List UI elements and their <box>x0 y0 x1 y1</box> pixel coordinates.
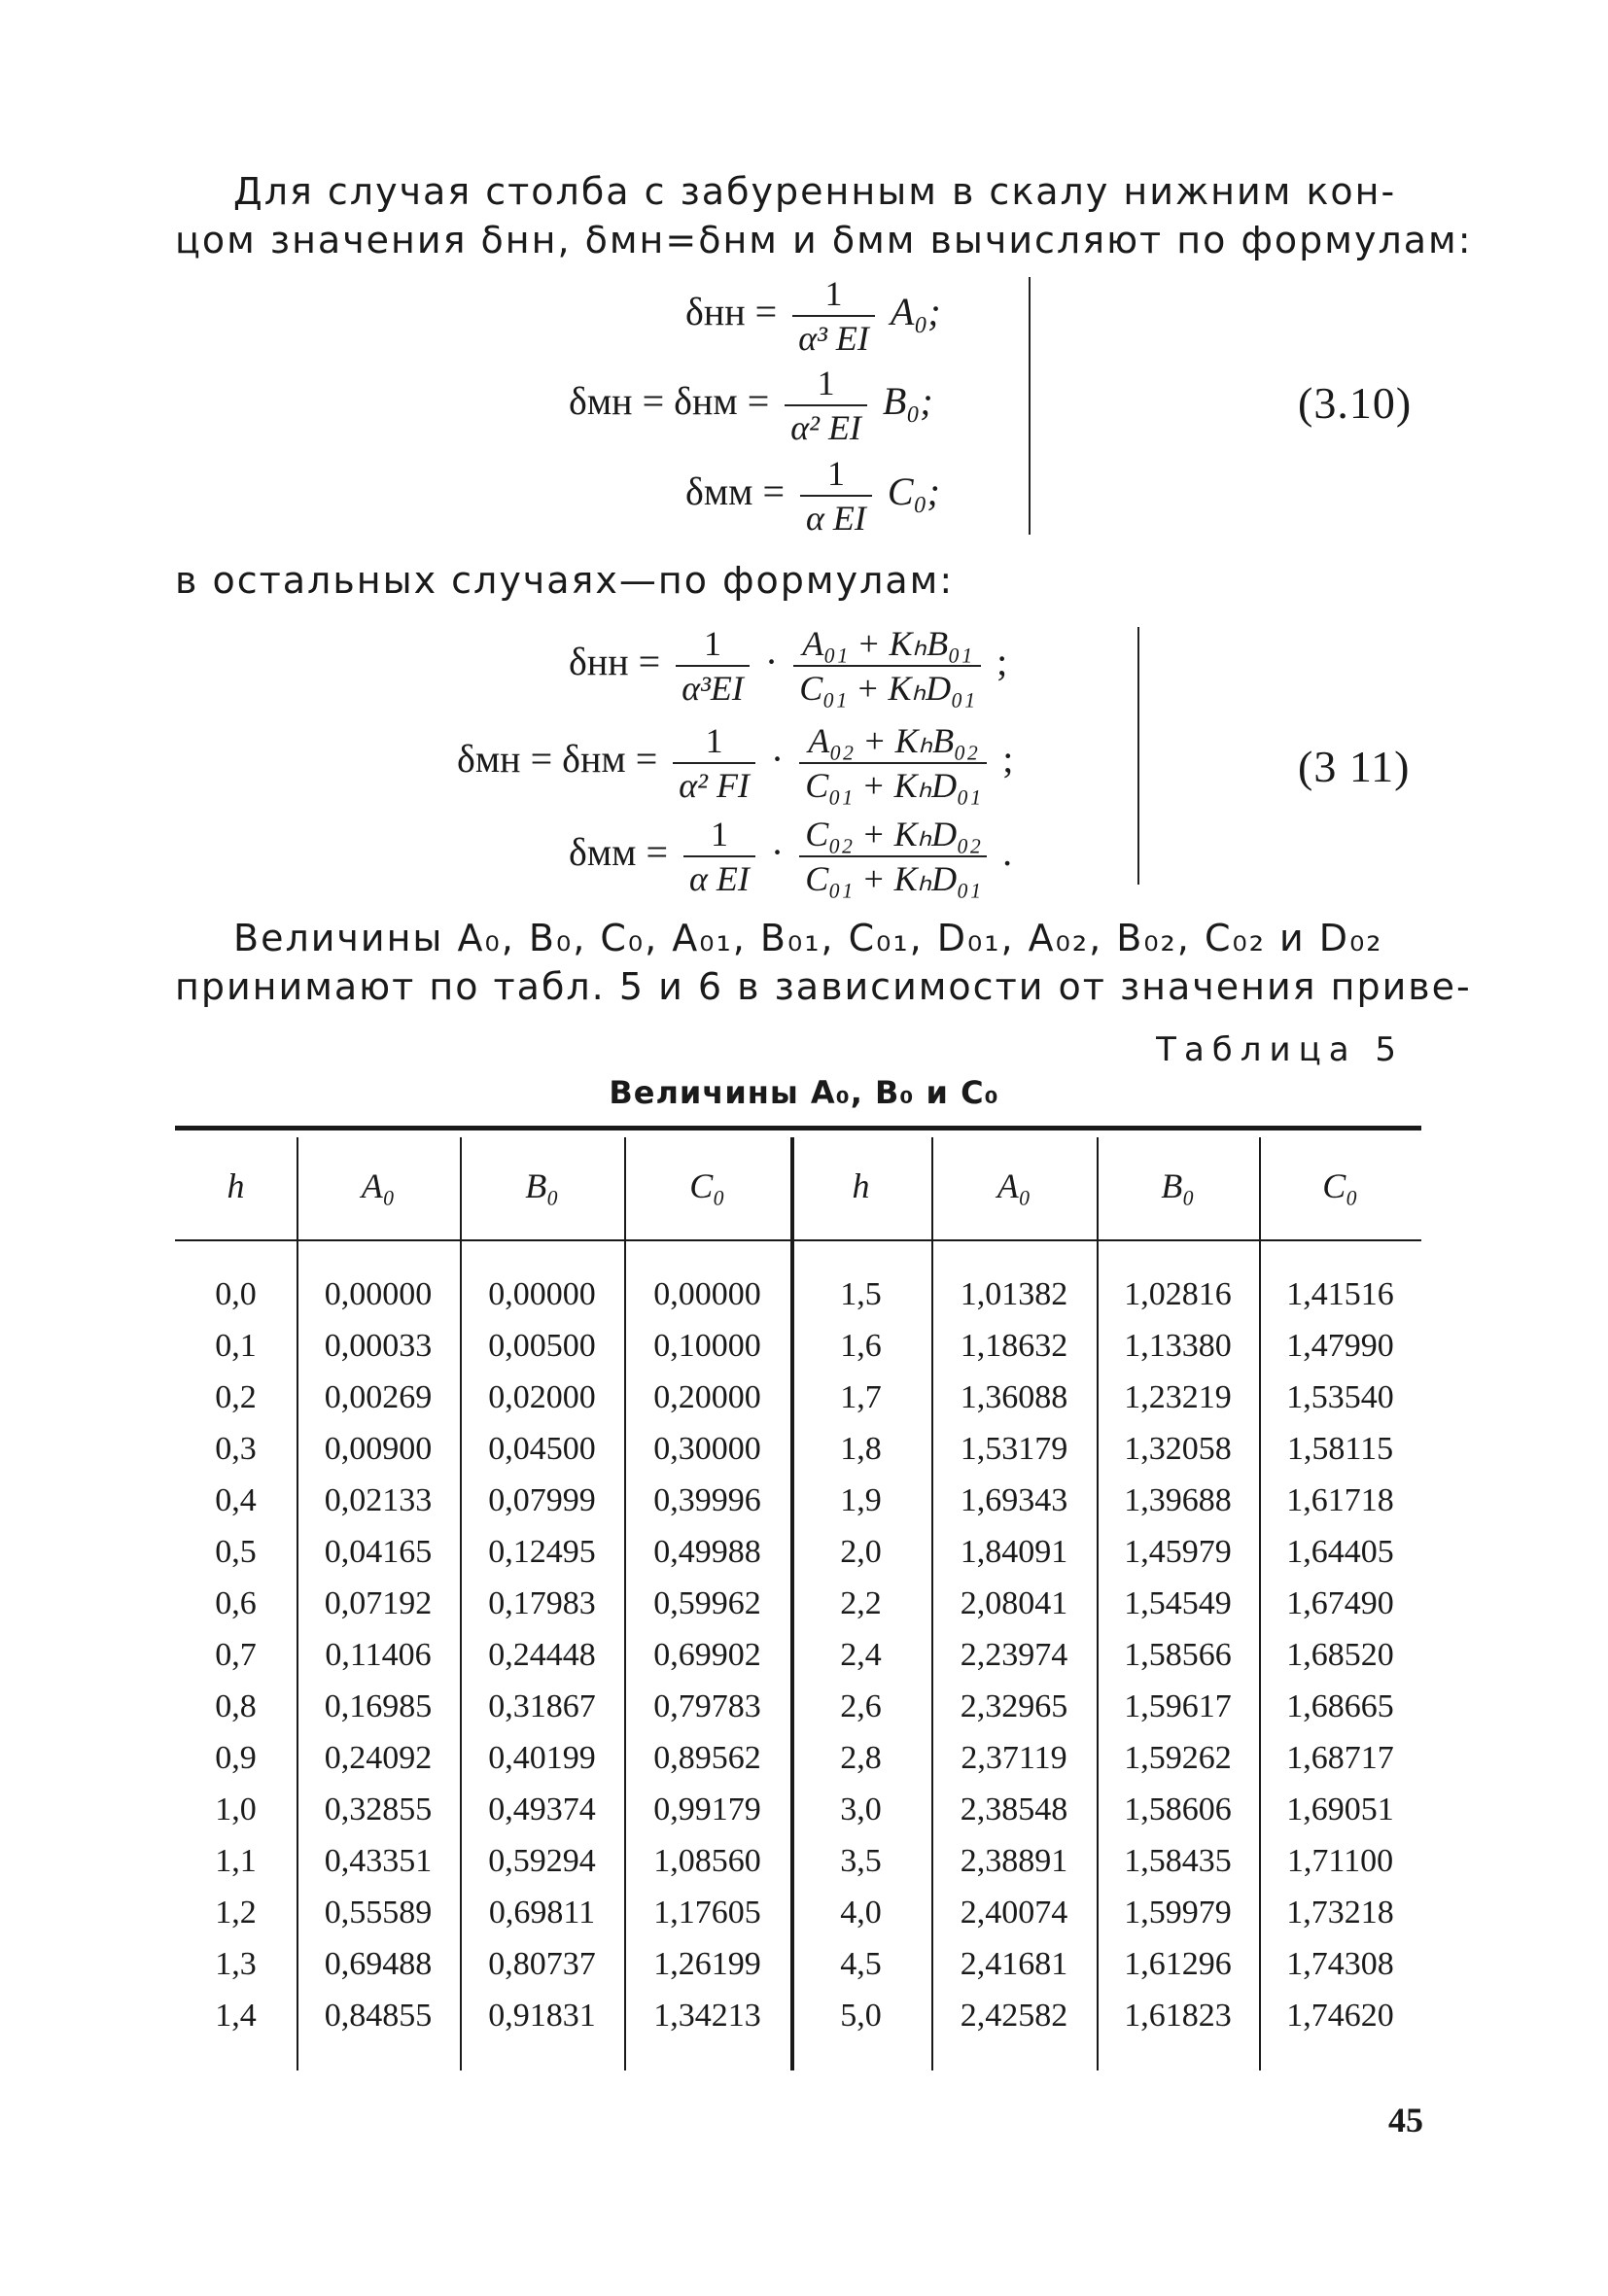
table-row <box>175 1990 1421 2041</box>
table-cell: 0,11406 <box>325 1636 432 1673</box>
table-cell: 0,02000 <box>488 1378 596 1415</box>
eq311-row-1-num: 1 <box>676 622 750 667</box>
eq311-row-3-num2: C₀₂ + KₕD₀₂ <box>799 813 987 857</box>
table-cell: 1,45979 <box>1124 1533 1232 1570</box>
table-cell: 1,58115 <box>1286 1430 1394 1467</box>
table-row <box>175 1835 1421 1887</box>
table-top-rule <box>175 1126 1421 1131</box>
table-cell: 0,6 <box>215 1584 257 1621</box>
table-cell: 1,58435 <box>1124 1842 1232 1879</box>
table-cell: 0,55589 <box>324 1894 433 1931</box>
table-cell: 0,59962 <box>653 1584 761 1621</box>
eq311-row-3-den: α EI <box>689 859 750 898</box>
table-cell: 1,53540 <box>1286 1378 1394 1415</box>
table-row <box>175 1784 1421 1835</box>
table-cell: 0,3 <box>215 1430 257 1467</box>
eq311-row-2-lhs: δмн = δнм = <box>457 737 658 782</box>
table-header-b0-2: B₀ <box>1161 1166 1195 1205</box>
eq311-row-2-den: α² FI <box>679 766 750 805</box>
table-cell: 0,0 <box>215 1275 257 1312</box>
table-cell: 1,74308 <box>1286 1945 1394 1982</box>
table-cell: 0,69902 <box>653 1636 761 1673</box>
table-cell: 0,07192 <box>324 1584 433 1621</box>
table-cell: 1,26199 <box>653 1945 761 1982</box>
table-cell: 0,20000 <box>653 1378 761 1415</box>
table-header-rule <box>175 1239 1421 1241</box>
table-cell: 1,54549 <box>1124 1584 1232 1621</box>
table-cell: 2,37119 <box>961 1739 1067 1776</box>
table-row <box>175 1526 1421 1578</box>
table-header-a0-1: A₀ <box>361 1166 396 1205</box>
eq310-row-1-num: 1 <box>792 272 875 317</box>
table-cell: 1,69343 <box>960 1481 1068 1518</box>
paragraph-intro <box>175 167 1473 264</box>
table-cell: 0,10000 <box>653 1327 761 1364</box>
table-cell: 1,6 <box>840 1327 882 1364</box>
table-cell: 1,34213 <box>653 1997 761 2034</box>
table-row <box>175 1269 1421 1320</box>
table-cell: 2,42582 <box>960 1997 1068 2034</box>
table-cell: 1,08560 <box>653 1842 761 1879</box>
table-cell: 0,84855 <box>324 1997 433 2034</box>
table-cell: 0,17983 <box>488 1584 596 1621</box>
eq310-row-1-den: α³ EI <box>798 319 869 358</box>
table-row <box>175 1887 1421 1938</box>
table-cell: 1,23219 <box>1124 1378 1232 1415</box>
table-cell: 2,4 <box>840 1636 882 1673</box>
eq310-row-2 <box>569 362 933 449</box>
paragraph-values-line-1: Величины A₀, B₀, C₀, A₀₁, B₀₁, C₀₁, D₀₁, A₀₂, B₀₂, C₀₂ и D₀₂ <box>233 917 1383 959</box>
table-body <box>175 1269 1421 2041</box>
table-cell: 2,32965 <box>960 1687 1068 1724</box>
table-cell: 1,17605 <box>653 1894 761 1931</box>
eq311-row-3-end: . <box>1002 830 1013 875</box>
table-cell: 4,0 <box>840 1894 882 1931</box>
table-header-a0-2: A₀ <box>996 1166 1031 1205</box>
table-cell: 2,6 <box>840 1687 882 1724</box>
table-cell: 1,4 <box>215 1997 257 2034</box>
table-cell: 0,04165 <box>324 1533 433 1570</box>
table-cell: 1,01382 <box>960 1275 1068 1312</box>
table-cell: 1,68665 <box>1286 1687 1394 1724</box>
table-row <box>175 1320 1421 1372</box>
eq310-row-3 <box>685 452 940 539</box>
table-cell: 3,0 <box>840 1791 882 1827</box>
table-cell: 0,4 <box>215 1481 257 1518</box>
table-cell: 1,59262 <box>1124 1739 1232 1776</box>
eq310-row-3-num: 1 <box>800 452 872 497</box>
table-row <box>175 1372 1421 1423</box>
eq311-row-2-num2: A₀₂ + KₕB₀₂ <box>799 719 987 764</box>
table-cell: 1,64405 <box>1286 1533 1394 1570</box>
table-cell: 2,8 <box>840 1739 882 1776</box>
table-cell: 1,1 <box>215 1842 257 1879</box>
table-cell: 0,99179 <box>653 1791 761 1827</box>
table-cell: 0,49988 <box>653 1533 761 1570</box>
table-row <box>175 1578 1421 1629</box>
paragraph-intro-line-1: Для случая столба с забуренным в скалу нижним кон- <box>233 170 1397 213</box>
eq311-row-1-num2: A₀₁ + KₕB₀₁ <box>793 622 981 667</box>
table-cell: 1,73218 <box>1286 1894 1394 1931</box>
table-cell: 1,59617 <box>1124 1687 1232 1724</box>
table-row <box>175 1732 1421 1784</box>
eq310-row-3-lhs: δмм = <box>685 470 786 514</box>
eq310-brace <box>1029 277 1031 535</box>
eq311-row-1-end: ; <box>996 640 1008 684</box>
paragraph-intro-line-2: цом значения δнн, δмн=δнм и δмм вычисляют по формулам: <box>175 219 1473 261</box>
table-cell: 0,91831 <box>488 1997 596 2034</box>
table-cell: 1,84091 <box>960 1533 1068 1570</box>
eq310-row-1 <box>685 272 941 360</box>
eq311-row-3-dot: · <box>770 830 785 875</box>
table-cell: 0,9 <box>215 1739 257 1776</box>
table-cell: 0,00000 <box>324 1275 433 1312</box>
table-cell: 1,61823 <box>1124 1997 1232 2034</box>
eq311-row-2-dot: · <box>770 737 785 782</box>
table-cell: 1,2 <box>215 1894 257 1931</box>
table-cell: 2,0 <box>840 1533 882 1570</box>
table-cell: 1,61718 <box>1286 1481 1394 1518</box>
table-cell: 0,69811 <box>488 1894 596 1931</box>
table-cell: 0,8 <box>215 1687 257 1724</box>
paragraph-other-cases-line: в остальных случаях—по формулам: <box>175 559 955 602</box>
values-table <box>175 1269 1421 2041</box>
table-cell: 0,1 <box>215 1327 257 1364</box>
table-cell: 2,38548 <box>960 1791 1068 1827</box>
table-cell: 0,79783 <box>653 1687 761 1724</box>
table-row <box>175 1938 1421 1990</box>
table-header-b0-1: B₀ <box>525 1166 559 1205</box>
table-cell: 2,23974 <box>960 1636 1068 1673</box>
table-cell: 0,39996 <box>653 1481 761 1518</box>
table-cell: 0,16985 <box>324 1687 433 1724</box>
table-cell: 4,5 <box>840 1945 882 1982</box>
table-header-c0-1: C₀ <box>689 1166 725 1205</box>
table-cell: 1,61296 <box>1124 1945 1232 1982</box>
table-header-h-1: h <box>227 1166 245 1205</box>
table-cell: 1,36088 <box>960 1378 1068 1415</box>
table-cell: 1,68520 <box>1286 1636 1394 1673</box>
paragraph-other-cases <box>175 556 1419 605</box>
eq310-row-2-num: 1 <box>785 362 867 406</box>
table-row <box>175 1681 1421 1732</box>
eq311-row-3-num: 1 <box>683 813 755 857</box>
table-cell: 1,74620 <box>1286 1997 1394 2034</box>
eq311-row-2-end: ; <box>1002 737 1014 782</box>
eq311-row-1-lhs: δнн = <box>569 640 661 684</box>
table-cell: 0,04500 <box>488 1430 596 1467</box>
table-cell: 0,02133 <box>324 1481 433 1518</box>
table-row <box>175 1475 1421 1526</box>
table-cell: 0,30000 <box>653 1430 761 1467</box>
table-header-c0-2: C₀ <box>1322 1166 1358 1205</box>
table-header-h-2: h <box>852 1166 870 1205</box>
table-cell: 0,43351 <box>324 1842 433 1879</box>
table-cell: 5,0 <box>840 1997 882 2034</box>
eq310-row-3-rhs: C₀; <box>887 470 940 514</box>
table-cell: 1,41516 <box>1286 1275 1394 1312</box>
eq311-brace <box>1137 627 1139 885</box>
table-cell: 1,32058 <box>1124 1430 1232 1467</box>
table-cell: 1,53179 <box>960 1430 1068 1467</box>
eq310-row-2-rhs: B₀; <box>882 379 933 424</box>
table-cell: 0,2 <box>215 1378 257 1415</box>
table-cell: 0,00900 <box>324 1430 433 1467</box>
table-cell: 0,5 <box>215 1533 257 1570</box>
eq310-row-1-rhs: A₀; <box>890 290 941 334</box>
table-cell: 1,47990 <box>1286 1327 1394 1364</box>
page-number: 45 <box>1388 2101 1423 2139</box>
table-cell: 0,59294 <box>488 1842 596 1879</box>
eq310-row-2-den: α² EI <box>790 408 861 447</box>
table-cell: 0,00000 <box>488 1275 596 1312</box>
table-cell: 1,69051 <box>1286 1791 1394 1827</box>
table-cell: 1,0 <box>215 1791 257 1827</box>
table-cell: 0,24448 <box>488 1636 596 1673</box>
table-cell: 1,39688 <box>1124 1481 1232 1518</box>
table-cell: 0,00269 <box>324 1378 433 1415</box>
table-cell: 1,58606 <box>1124 1791 1232 1827</box>
table-cell: 1,68717 <box>1286 1739 1394 1776</box>
eq311-row-2-num: 1 <box>673 719 755 764</box>
eq310-row-1-lhs: δнн = <box>685 290 778 334</box>
table-cell: 2,41681 <box>960 1945 1068 1982</box>
table-cell: 1,59979 <box>1124 1894 1232 1931</box>
eq311-row-2-den2: C₀₁ + KₕD₀₁ <box>805 766 982 805</box>
table-cell: 0,00500 <box>488 1327 596 1364</box>
table-cell: 0,31867 <box>488 1687 596 1724</box>
table-cell: 1,18632 <box>960 1327 1068 1364</box>
table-cell: 0,80737 <box>488 1945 596 1982</box>
table-cell: 2,2 <box>840 1584 882 1621</box>
table-cell: 1,67490 <box>1286 1584 1394 1621</box>
table-cell: 1,13380 <box>1124 1327 1232 1364</box>
table-cell: 1,71100 <box>1286 1842 1394 1879</box>
table-cell: 1,58566 <box>1124 1636 1232 1673</box>
table-cell: 0,40199 <box>488 1739 596 1776</box>
table-cell: 0,49374 <box>488 1791 596 1827</box>
table-cell: 0,7 <box>215 1636 257 1673</box>
table-cell: 0,24092 <box>324 1739 433 1776</box>
eq311-row-2 <box>457 719 1013 807</box>
table-cell: 1,3 <box>215 1945 257 1982</box>
table-cell: 2,40074 <box>960 1894 1068 1931</box>
eq311-row-1-den2: C₀₁ + KₕD₀₁ <box>799 669 976 708</box>
eq310-number: (3.10) <box>1298 378 1413 428</box>
eq311-row-1-den: α³EI <box>682 669 744 708</box>
table-cell: 1,8 <box>840 1430 882 1467</box>
table-cell: 0,00033 <box>324 1327 433 1364</box>
table-cell: 2,08041 <box>960 1584 1068 1621</box>
table-cell: 1,7 <box>840 1378 882 1415</box>
eq311-row-1-dot: · <box>764 640 779 684</box>
eq310-row-3-den: α EI <box>806 499 866 538</box>
table-row <box>175 1423 1421 1475</box>
table-title: Величины A₀, B₀ и C₀ <box>609 1074 999 1111</box>
table-cell: 0,00000 <box>653 1275 761 1312</box>
table-cell: 0,07999 <box>488 1481 596 1518</box>
paragraph-values-line-2: принимают по табл. 5 и 6 в зависимости от значения приве- <box>175 965 1472 1008</box>
eq310-row-2-lhs: δмн = δнм = <box>569 379 770 424</box>
table-row <box>175 1629 1421 1681</box>
table-cell: 0,12495 <box>488 1533 596 1570</box>
table-cell: 1,02816 <box>1124 1275 1232 1312</box>
table-cell: 1,9 <box>840 1481 882 1518</box>
table-cell: 2,38891 <box>960 1842 1068 1879</box>
eq311-row-3-lhs: δмм = <box>569 830 669 875</box>
eq311-row-1 <box>569 622 1007 710</box>
table-cell: 0,69488 <box>324 1945 433 1982</box>
eq311-row-3 <box>569 813 1012 900</box>
table-label: Таблица 5 <box>1156 1030 1404 1069</box>
table-cell: 3,5 <box>840 1842 882 1879</box>
eq311-row-3-den2: C₀₁ + KₕD₀₁ <box>805 859 982 898</box>
table-cell: 1,5 <box>840 1275 882 1312</box>
table-cell: 0,89562 <box>653 1739 761 1776</box>
table-cell: 0,32855 <box>324 1791 433 1827</box>
eq311-number: (3 11) <box>1298 742 1411 791</box>
paragraph-values <box>175 914 1472 1011</box>
